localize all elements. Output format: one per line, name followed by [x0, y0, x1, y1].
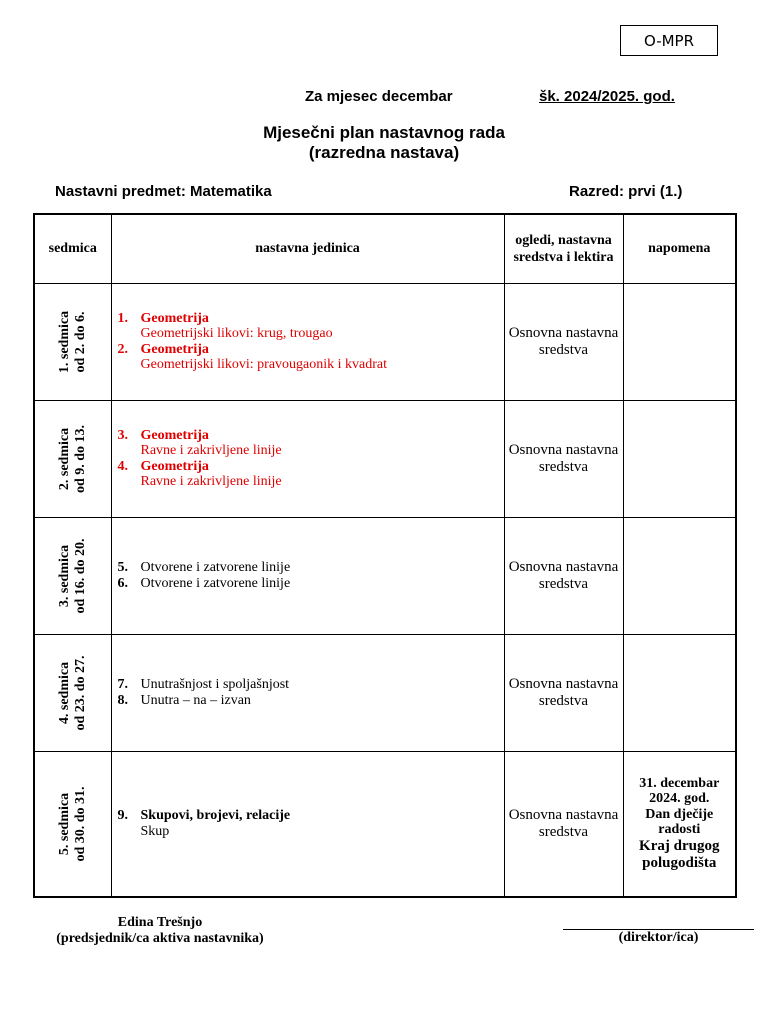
lesson-item	[118, 459, 504, 490]
lesson-subtitle: Skup	[140, 823, 170, 839]
materials-cell: Osnovna nastavna sredstva	[504, 634, 623, 751]
materials-cell: Osnovna nastavna sredstva	[504, 400, 623, 517]
left-signature	[40, 915, 280, 947]
lesson-text: Otvorene i zatvorene linije	[140, 560, 291, 575]
lesson-item	[118, 677, 504, 693]
lesson-item	[118, 428, 504, 459]
lesson-number: 6.	[117, 575, 128, 591]
lesson-title: Geometrija	[140, 427, 209, 443]
lesson-number: 7.	[117, 677, 128, 692]
monthly-plan-table	[33, 213, 737, 898]
week-number: 4. sedmica	[56, 661, 72, 724]
lesson-number: 4.	[117, 458, 128, 474]
lesson-item	[118, 693, 504, 709]
note-cell	[623, 634, 736, 751]
header-unit: nastavna jedinica	[111, 214, 504, 283]
table-row	[34, 283, 736, 400]
note-holiday: Dan dječije radosti	[645, 806, 714, 838]
lesson-number: 2.	[117, 341, 128, 357]
lesson-subtitle: Ravne i zakrivljene linije	[140, 443, 282, 458]
week-number: 1. sedmica	[56, 310, 72, 373]
week-dates: od 2. do 6.	[72, 310, 88, 373]
lesson-title: Skupovi, brojevi, relacije	[140, 808, 291, 824]
lesson-number: 3.	[117, 427, 128, 443]
week-cell	[34, 517, 111, 634]
lessons-cell	[111, 283, 504, 400]
week-number: 2. sedmica	[56, 427, 72, 490]
lesson-item	[118, 311, 504, 342]
school-year: šk. 2024/2025. god.	[539, 88, 675, 105]
materials-cell: Osnovna nastavna sredstva	[504, 283, 623, 400]
lesson-item	[118, 560, 504, 576]
note-cell	[623, 517, 736, 634]
lessons-cell	[111, 400, 504, 517]
week-number: 3. sedmica	[56, 544, 72, 607]
lesson-subtitle: Geometrijski likovi: krug, trougao	[140, 326, 333, 341]
lesson-subtitle: Ravne i zakrivljene linije	[140, 474, 282, 489]
lessons-cell	[111, 517, 504, 634]
lesson-number: 5.	[117, 560, 128, 575]
lesson-text: Unutrašnjost i spoljašnjost	[140, 677, 290, 692]
week-label	[57, 424, 89, 492]
lesson-text: Otvorene i zatvorene linije	[140, 575, 291, 591]
week-label	[57, 655, 89, 730]
lessons-cell	[111, 634, 504, 751]
right-signature-role: (direktor/ica)	[618, 930, 699, 945]
lesson-item	[118, 342, 504, 373]
week-dates: od 23. do 27.	[72, 654, 88, 731]
lesson-item	[118, 576, 504, 592]
page-title: Mjesečni plan nastavnog rada	[263, 123, 505, 142]
lesson-subtitle: Geometrijski likovi: pravougaonik i kvadrat	[140, 357, 388, 372]
subject-label: Nastavni predmet: Matematika	[55, 183, 272, 200]
materials-cell: Osnovna nastavna sredstva	[504, 517, 623, 634]
note-date: 31. decembar 2024. god.	[639, 775, 720, 807]
week-cell	[34, 400, 111, 517]
note-cell	[623, 400, 736, 517]
note-term-end: Kraj drugog polugodišta	[639, 837, 720, 871]
lesson-title: Geometrija	[140, 458, 209, 474]
header-materials: ogledi, nastavna sredstva i lektira	[504, 214, 623, 283]
week-dates: od 16. do 20.	[72, 537, 88, 614]
lesson-number: 8.	[117, 692, 128, 708]
week-label	[57, 538, 89, 613]
header-week: sedmica	[34, 214, 111, 283]
lessons-cell	[111, 751, 504, 897]
table-row	[34, 517, 736, 634]
week-dates: od 30. do 31.	[72, 786, 88, 862]
grade-label: Razred: prvi (1.)	[569, 183, 683, 200]
week-label	[57, 310, 89, 372]
lesson-item	[118, 808, 504, 839]
left-signature-name: Edina Trešnjo	[117, 915, 203, 930]
month-label: Za mjesec decembar	[305, 88, 453, 105]
week-number: 5. sedmica	[56, 792, 72, 855]
week-cell	[34, 283, 111, 400]
week-cell	[34, 634, 111, 751]
page-subtitle: (razredna nastava)	[308, 143, 460, 162]
left-signature-role: (predsjednik/ca aktiva nastavnika)	[56, 931, 264, 946]
note-cell	[623, 751, 736, 897]
table-header-row	[34, 214, 736, 283]
lesson-title: Geometrija	[140, 310, 209, 326]
header-note: napomena	[623, 214, 736, 283]
week-dates: od 9. do 13.	[72, 424, 88, 493]
lesson-number: 1.	[117, 310, 128, 326]
document-code-box: O-MPR	[620, 25, 718, 56]
table-row	[34, 751, 736, 897]
table-row	[34, 400, 736, 517]
table-row	[34, 634, 736, 751]
week-cell	[34, 751, 111, 897]
lesson-title: Geometrija	[140, 341, 209, 357]
materials-cell: Osnovna nastavna sredstva	[504, 751, 623, 897]
lesson-number: 9.	[117, 808, 128, 824]
note-cell	[623, 283, 736, 400]
lesson-text: Unutra – na – izvan	[140, 692, 251, 708]
week-label	[57, 786, 89, 861]
